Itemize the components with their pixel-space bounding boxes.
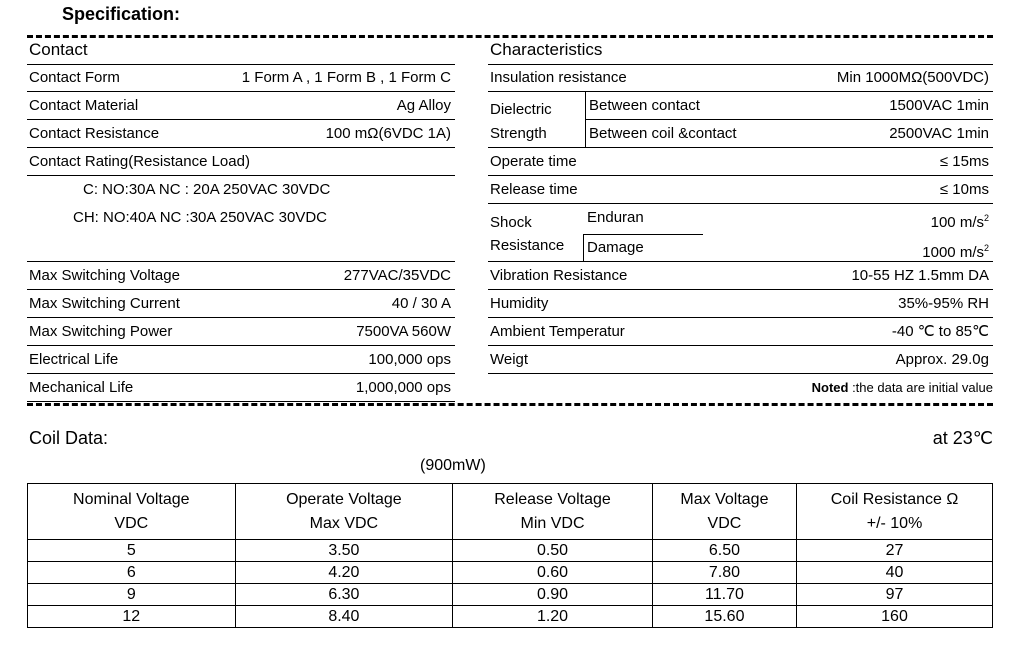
page-title: Specification:	[62, 4, 181, 24]
coil-data-table	[27, 483, 993, 628]
bottom-dashed-divider	[27, 403, 993, 406]
table-cell: 4.20	[235, 562, 453, 584]
char-value: 1000 m/s	[922, 244, 984, 261]
char-row-dielectric-contact	[585, 92, 993, 120]
char-row-insulation	[488, 64, 993, 92]
table-cell: 6.50	[652, 540, 796, 562]
contact-value: 100,000 ops	[368, 351, 451, 368]
table-cell: 1.20	[453, 606, 653, 628]
char-value: -40 ℃ to 85℃	[891, 323, 989, 340]
contact-label: Contact Material	[29, 97, 139, 114]
table-row	[28, 584, 993, 606]
char-value: 1500VAC 1min	[889, 97, 989, 114]
contact-row	[27, 262, 455, 290]
char-label: Insulation resistance	[490, 69, 627, 86]
char-value: ≤ 15ms	[939, 153, 989, 170]
char-value: Min 1000MΩ(500VDC)	[836, 69, 989, 86]
char-label: Humidity	[490, 295, 549, 312]
contact-label: Contact Resistance	[29, 125, 160, 142]
contact-row	[27, 232, 455, 262]
coil-column-header: Coil Resistance Ω +/- 10%	[797, 484, 993, 540]
contact-row	[27, 148, 455, 176]
table-cell: 0.50	[453, 540, 653, 562]
contact-row	[27, 290, 455, 318]
char-sublabel: Enduran	[587, 209, 644, 226]
table-cell: 0.60	[453, 562, 653, 584]
char-row-dielectric-coil	[488, 120, 993, 148]
contact-label: Max Switching Voltage	[29, 267, 180, 284]
table-row	[28, 606, 993, 628]
table-cell: 97	[797, 584, 993, 606]
char-label: Ambient Temperatur	[490, 323, 625, 340]
table-cell: 0.90	[453, 584, 653, 606]
contact-row	[27, 176, 455, 204]
table-cell: 3.50	[235, 540, 453, 562]
dielectric-label: Dielectric Strength	[490, 101, 552, 142]
coil-column-header: Nominal Voltage VDC	[28, 484, 236, 540]
table-cell: 6	[28, 562, 236, 584]
table-cell: 40	[797, 562, 993, 584]
char-value: 2500VAC 1min	[889, 125, 989, 142]
contact-value: 1 Form A , 1 Form B , 1 Form C	[241, 69, 451, 86]
table-row	[28, 562, 993, 584]
char-row-release	[488, 176, 993, 204]
char-label: Operate time	[490, 153, 577, 170]
table-cell: 11.70	[652, 584, 796, 606]
char-row-shock-endurance	[583, 204, 993, 232]
char-label: Vibration Resistance	[490, 267, 628, 284]
char-row-operate	[488, 148, 993, 176]
table-cell: 160	[797, 606, 993, 628]
coil-column-header: Operate Voltage Max VDC	[235, 484, 453, 540]
contact-value: 277VAC/35VDC	[343, 267, 451, 284]
contact-value: 100 mΩ(6VDC 1A)	[325, 125, 451, 142]
char-value: ≤ 10ms	[939, 181, 989, 198]
contact-row	[27, 64, 455, 92]
table-cell: 8.40	[235, 606, 453, 628]
contact-value: Ag Alloy	[396, 97, 451, 114]
table-cell: 6.30	[235, 584, 453, 606]
char-row-vibration	[488, 262, 993, 290]
contact-value: 1,000,000 ops	[355, 379, 451, 396]
contact-row	[27, 346, 455, 374]
table-row	[28, 540, 993, 562]
coil-column-header: Max Voltage VDC	[652, 484, 796, 540]
characteristics-header: Characteristics	[490, 40, 603, 59]
contact-row	[27, 92, 455, 120]
char-sublabel: Damage	[587, 239, 644, 256]
table-cell: 12	[28, 606, 236, 628]
char-value: 10-55 HZ 1.5mm DA	[851, 267, 989, 284]
table-cell: 5	[28, 540, 236, 562]
contact-row	[27, 120, 455, 148]
contact-header: Contact	[29, 40, 88, 59]
contact-label: Max Switching Current	[29, 295, 180, 312]
char-value: Approx. 29.0g	[895, 351, 989, 368]
contact-row	[27, 204, 455, 232]
char-row-ambient	[488, 318, 993, 346]
coil-header-row	[28, 484, 993, 540]
contact-label: CH: NO:40A NC :30A 250VAC 30VDC	[73, 209, 328, 226]
char-row-shock-damage	[488, 234, 993, 262]
char-sublabel: Between contact	[589, 97, 700, 114]
contact-label: Contact Rating(Resistance Load)	[29, 153, 250, 170]
char-label: Weigt	[490, 351, 529, 368]
superscript: 2	[983, 243, 989, 253]
char-row-weight	[488, 346, 993, 374]
note-text: Noted :the data are initial value	[811, 380, 993, 395]
contact-label: Contact Form	[29, 69, 120, 86]
contact-label: Max Switching Power	[29, 323, 173, 340]
contact-label: C: NO:30A NC : 20A 250VAC 30VDC	[83, 181, 331, 198]
coil-column-header: Release Voltage Min VDC	[453, 484, 653, 540]
coil-temperature: at 23℃	[932, 428, 993, 448]
superscript: 2	[983, 213, 989, 223]
contact-label: Electrical Life	[29, 351, 119, 368]
contact-label: Mechanical Life	[29, 379, 134, 396]
coil-title: Coil Data:	[29, 428, 109, 448]
char-row-humidity	[488, 290, 993, 318]
contact-value: 40 / 30 A	[391, 295, 451, 312]
char-value: 100 m/s	[930, 214, 984, 231]
char-label: Release time	[490, 181, 578, 198]
shock-label: Shock Resistance	[490, 214, 565, 254]
contact-value: 7500VA 560W	[356, 323, 451, 340]
contact-row	[27, 374, 455, 402]
table-cell: 15.60	[652, 606, 796, 628]
table-cell: 9	[28, 584, 236, 606]
table-cell: 7.80	[652, 562, 796, 584]
coil-power: (900mW)	[420, 457, 486, 474]
table-cell: 27	[797, 540, 993, 562]
char-sublabel: Between coil &contact	[589, 125, 737, 142]
contact-row	[27, 318, 455, 346]
char-value: 35%-95% RH	[898, 295, 989, 312]
